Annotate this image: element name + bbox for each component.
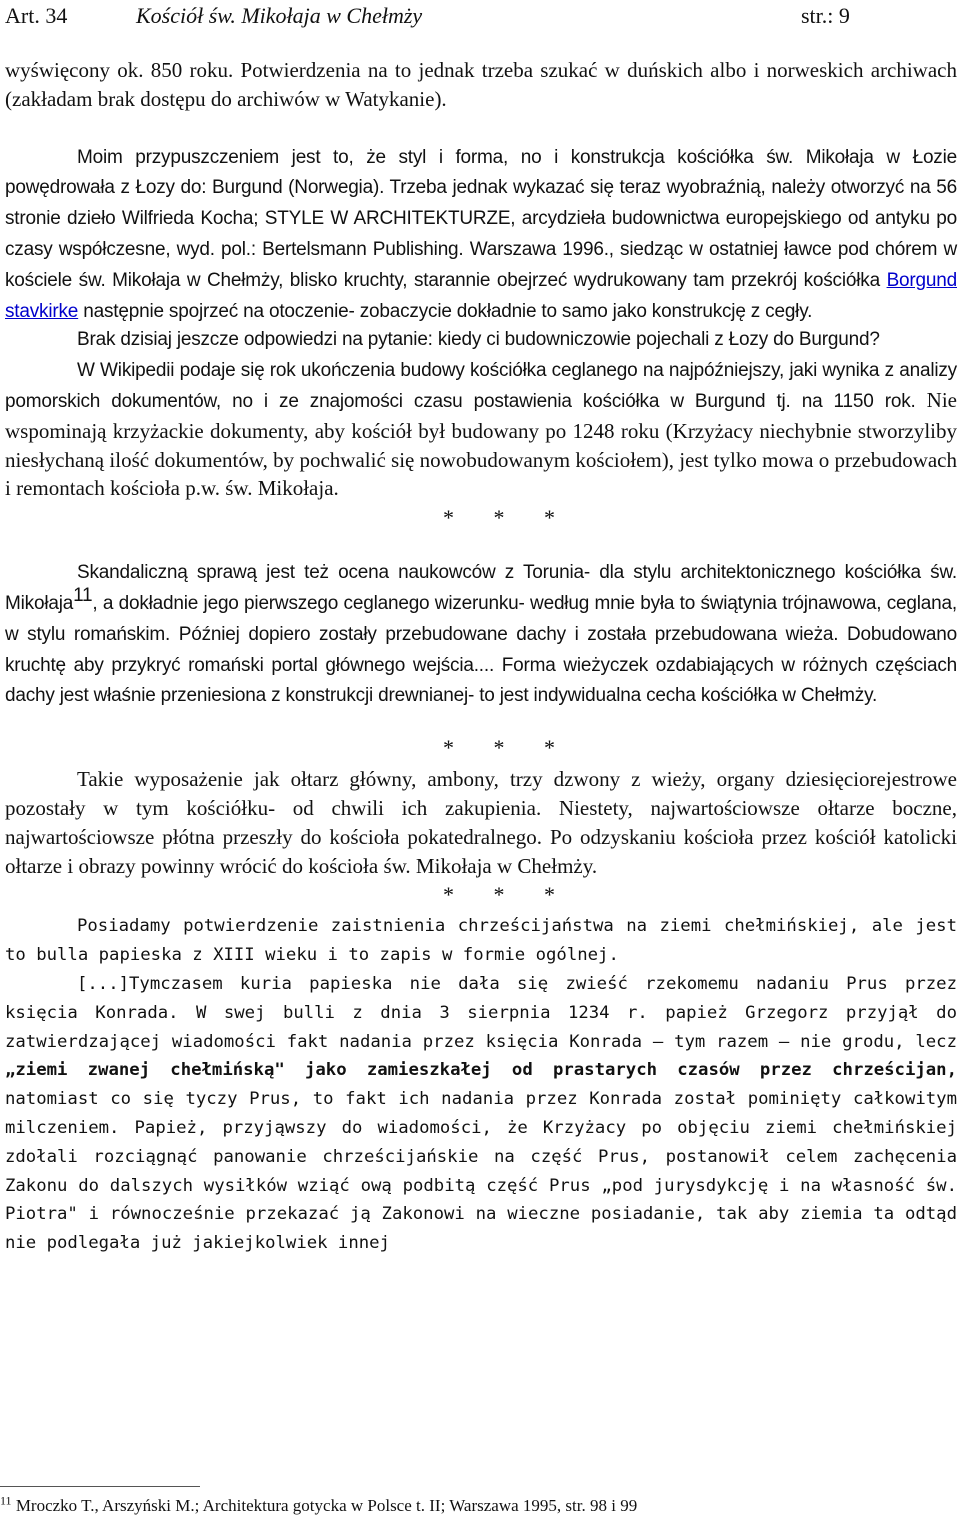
paragraph-2-part-g: następnie spojrzeć na otoczenie- zobaczycie dokładnie to samo jako konstrukcję z cegły. (78, 300, 813, 322)
section-separator: * * * (443, 505, 555, 531)
article-number: Art. 34 (5, 3, 68, 28)
paragraph-8 (5, 970, 957, 1258)
paragraph-2 (5, 142, 957, 327)
paragraph-7: Posiadamy potwierdzenie zaistnienia chrześcijaństwa na ziemi chełmińskiej, ale jest to bulla papieska z XIII wieku i to zapis w formie ogólnej. (5, 916, 957, 966)
paragraph-6-part-b: Niestety, najwartościowsze ołtarze boczne, najwartościowsze płótna przeszły do kościoła pokatedralnego. (5, 795, 958, 849)
paragraph-2-part-c: arcydzieła budownictwa europejskiego od antyku po czasy współczesne, wyd. pol.: Bertelsmann Publishing. (5, 208, 957, 260)
page-header (5, 0, 957, 40)
paragraph-5-part-a: Skandaliczną sprawą jest też ocena naukowców z Torunia- dla stylu architektonicznego kościółka św. Mikołaja (5, 562, 957, 614)
paragraph-6-part-c: Po odzyskaniu kościoła przez kościół katolicki ołtarze i obrazy powinny wrócić do kościoła św. Mikołaja w Chełmży. (5, 824, 957, 878)
paragraph-8-bold: „ziemi zwanej chełmińską" jako zamieszkałej od prastarych czasów przez chrześcijan, (5, 1060, 957, 1081)
paragraph-5-part-e: Forma wieżyczek ozdabiających w różnych częściach dachy jest właśnie przeniesiona z konstrukcji drewnianej- to jest indywidualna cecha kościółka w Chełmży. (5, 654, 957, 707)
footnote-divider (0, 1486, 200, 1487)
document-page (5, 0, 957, 1258)
paragraph-4-part-a: W Wikipedii podaje się rok ukończenia budowy kościółka ceglanego na najpóźniejszy, jaki wynika z analizy pomorskich dokumentów, no i ze znajomości czasu postawienia kościółka w Burgund tj. na 1150 rok. (5, 360, 957, 412)
paragraph-4-part-b: Nie wspominają krzyżackie dokumenty, aby kościół był budowany po 1248 roku (Krzyżacy niechybnie stworzyliby niesłychaną ilość dokumentów, by pochwalić się nowobudowanym kościołem), jest tylko mowa o przebudowach i remontach kościoła p.w. św. Mikołaja. (5, 387, 957, 501)
paragraph-5-part-d: Dobudowano kruchtę aby przykryć romański portal głównego wejścia.... (5, 623, 957, 676)
section-separator-2: * * * (443, 735, 555, 761)
paragraph-1: wyświęcony ok. 850 roku. Potwierdzenia na to jednak trzeba szukać w duńskich albo i norweskich archiwach (zakładam brak dostępu do archiwów w Watykanie). (5, 58, 957, 111)
paragraph-4 (5, 355, 957, 503)
footnote-reference[interactable]: 11 (73, 584, 93, 606)
paragraph-6-part-a: Takie wyposażenie jak ołtarz główny, ambony, trzy dzwony z wieży, organy dziesięciorejestrowe pozostały w tym kościółku- od chwili ich zakupienia. (5, 767, 957, 820)
paragraph-5 (5, 557, 957, 711)
section-separator-3: * * * (443, 882, 555, 908)
paragraph-3: Brak dzisiaj jeszcze odpowiedzi na pytanie: kiedy ci budowniczowie pojechali z Łozy do Burgund? (77, 329, 880, 351)
borgund-stavkirke-link[interactable]: Borgund stavkirke (5, 269, 957, 322)
paragraph-2-part-b: Trzeba jednak wykazać się teraz wyobraźnią, należy otworzyć na 56 stronie dzieło Wilfrieda Kocha; STYLE W ARCHITEKTURZE, (5, 177, 958, 230)
paragraph-6 (5, 765, 957, 880)
article-title: Kościół św. Mikołaja w Chełmży (136, 3, 423, 28)
paragraph-8-part-a: [...]Tymczasem kuria papieska nie dała się zwieść rzekomemu nadaniu Prus przez księcia Konrada. W swej bulli z dnia 3 sierpnia 1234 r. papież Grzegorz przyjął do zatwierdzającej wiadomości fakt nadania przez księcia Konrada — tym razem — nie grodu, lecz (5, 973, 957, 1052)
footnote (0, 1493, 638, 1516)
paragraph-2-part-d: Warszawa 1996. (469, 238, 609, 260)
page-number: str.: 9 (801, 3, 850, 28)
paragraph-5-part-c: Później dopiero zostały przebudowane dachy i została przebudowana wieża. (178, 623, 847, 645)
paragraph-8-part-b: natomiast co się tyczy Prus, to fakt ich nadania przez Konrada został pominięty całkowitym milczeniem. Papież, przyjąwszy do wiadomości, że Krzyżacy po objęciu ziemi chełmińskiej zdołali rozciągnąć panowanie chrześcijańskie na część Prus, postanowił celem zachęcenia Zakonu do dalszych wysiłków wziąć ową podbitą część Prus „pod jurysdykcję i na własność św. Piotra" i równocześnie przekazać ją Zakonowi na wieczne posiadanie, tak aby ziemia ta odtąd nie podlegała już jakiejkolwiek innej (5, 1089, 957, 1254)
paragraph-2-part-e: , siedząc w ostatniej ławce pod chórem w kościele św. (5, 238, 957, 291)
paragraph-2-part-f: Mikołaja w Chełmży, blisko kruchty, starannie obejrzeć wydrukowany tam przekrój kościółka (112, 269, 887, 291)
paragraph-2-part-a: Moim przypuszczeniem jest to, że styl i forma, no i konstrukcja kościółka św. Mikołaja w Łozie powędrowała z Łozy do: Burgund (Norwegia). (5, 146, 957, 199)
footnote-text: Mroczko T., Arszyński M.; Architektura gotycka w Polsce t. II; Warszawa 1995, str. 98 i 99 (11, 1496, 638, 1515)
footnote-number: 11 (0, 1493, 12, 1508)
paragraph-5-part-b: , a dokładnie jego pierwszego ceglanego wizerunku- według mnie była to świątynia trójnawowa, ceglana, w stylu romańskim. (5, 592, 957, 645)
